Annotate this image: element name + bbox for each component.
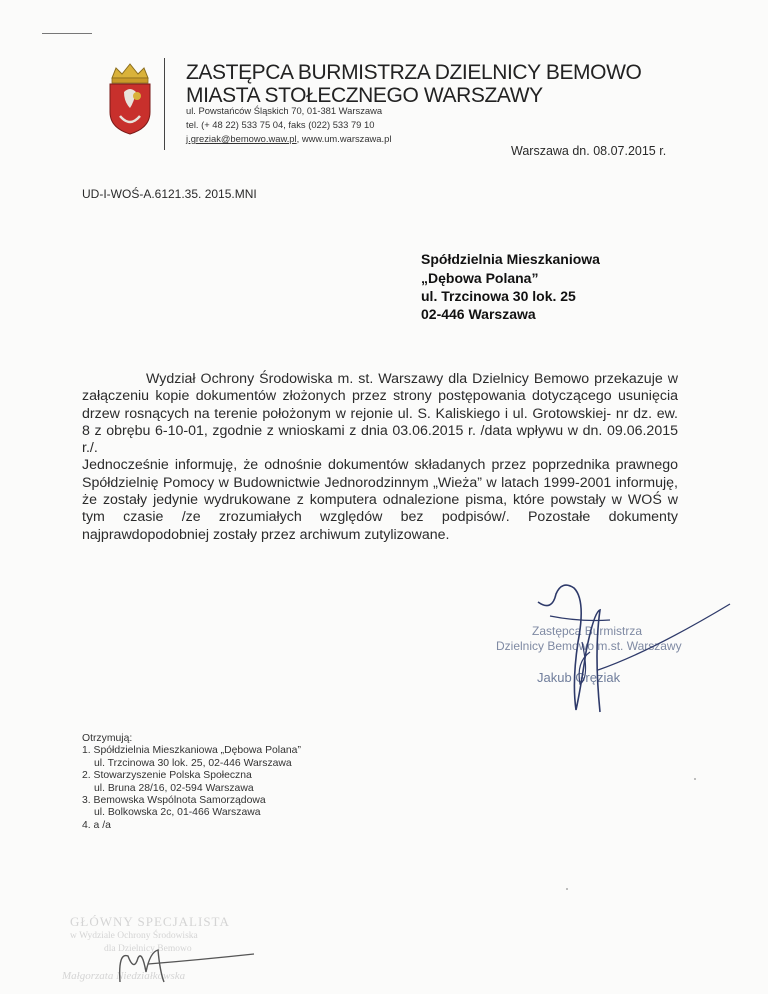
specialist-stamp-title: GŁÓWNY SPECJALISTA (70, 914, 230, 929)
office-name-line2: MIASTA STOŁECZNEGO WARSZAWY (186, 84, 543, 107)
header-divider (164, 58, 165, 150)
office-name-line1: ZASTĘPCA BURMISTRZA DZIELNICY BEMOWO (186, 61, 642, 84)
reference-number: UD-I-WOŚ-A.6121.35. 2015.MNI (82, 187, 257, 201)
list-item: 3. Bemowska Wspólnota Samorządowa (82, 795, 266, 807)
email-link[interactable]: j.greziak@bemowo.waw.pl (186, 133, 297, 144)
stamp-subtitle: Dzielnicy Bemowo m.st. Warszawy (496, 639, 682, 653)
specialist-signature (108, 942, 258, 990)
recipient-line1: Spółdzielnia Mieszkaniowa (421, 251, 600, 267)
office-address: ul. Powstańców Śląskich 70, 01-381 Warszawa (186, 105, 383, 116)
speck (694, 778, 696, 780)
top-edge-mark (42, 33, 92, 34)
letter-body (82, 371, 678, 544)
list-item-address: ul. Bolkowska 2c, 01-466 Warszawa (94, 807, 261, 819)
office-phone: tel. (+ 48 22) 533 75 04, faks (022) 533 79 10 (186, 119, 375, 130)
recipient-line4: 02-446 Warszawa (421, 306, 536, 322)
list-item: 1. Spółdzielnia Mieszkaniowa „Dębowa Polana” (82, 745, 301, 757)
office-contact (186, 133, 391, 144)
stamp-name: Jakub Gręziak (537, 670, 621, 685)
stamp-title: Zastępca Burmistrza (532, 624, 643, 638)
specialist-stamp-name: Małgorzata Niedziałkowska (62, 970, 186, 982)
specialist-stamp-district: dla Dzielnicy Bemowo (104, 944, 192, 954)
body-paragraph-2: Jednocześnie informuję, że odnośnie dokumentów składanych przez poprzednika prawnego Spółdzielnię Pomocy w Budownictwie Jednorodzinnym „Wieża” w latach 1999-2001 informuję, że zostały jedynie wydrukowane z komputera odnalezione pisma, które powstały w WOŚ w tym czasie /ze zrozumiałych względów bez podpisów/. Pozostałe dokumenty najprawdopodobniej zostały przez archiwum zutylizowane. (82, 457, 678, 543)
handwritten-signature (490, 582, 740, 722)
website-text: , www.um.warszawa.pl (296, 133, 392, 144)
recipient-line3: ul. Trzcinowa 30 lok. 25 (421, 288, 576, 304)
recipients-heading: Otrzymują: (82, 733, 133, 744)
warsaw-coat-of-arms-icon (106, 60, 154, 136)
recipient-line2: „Dębowa Polana” (421, 270, 539, 286)
list-item-address: ul. Bruna 28/16, 02-594 Warszawa (94, 782, 254, 794)
recipients-list (82, 733, 301, 832)
list-item-address: ul. Trzcinowa 30 lok. 25, 02-446 Warszawa (94, 757, 292, 769)
letter-date: Warszawa dn. 08.07.2015 r. (511, 144, 667, 158)
specialist-stamp-dept: w Wydziale Ochrony Środowiska (70, 931, 198, 941)
speck (566, 888, 568, 890)
list-item: 4. a /a (82, 819, 111, 831)
list-item: 2. Stowarzyszenie Polska Społeczna (82, 770, 252, 782)
body-paragraph-1: Wydział Ochrony Środowiska m. st. Warszawy dla Dzielnicy Bemowo przekazuje w załączeniu kopie dokumentów złożonych przez strony postępowania dotyczącego usunięcia drzew rosnących na terenie położonym w rejonie ul. S. Kaliskiego i ul. Grotowskiej- nr dz. ew. 8 z obrębu 6-10-01, zgodnie z wnioskami z dnia 03.06.2015 r. /data wpływu w dn. 09.06.2015 r./. (82, 371, 678, 457)
